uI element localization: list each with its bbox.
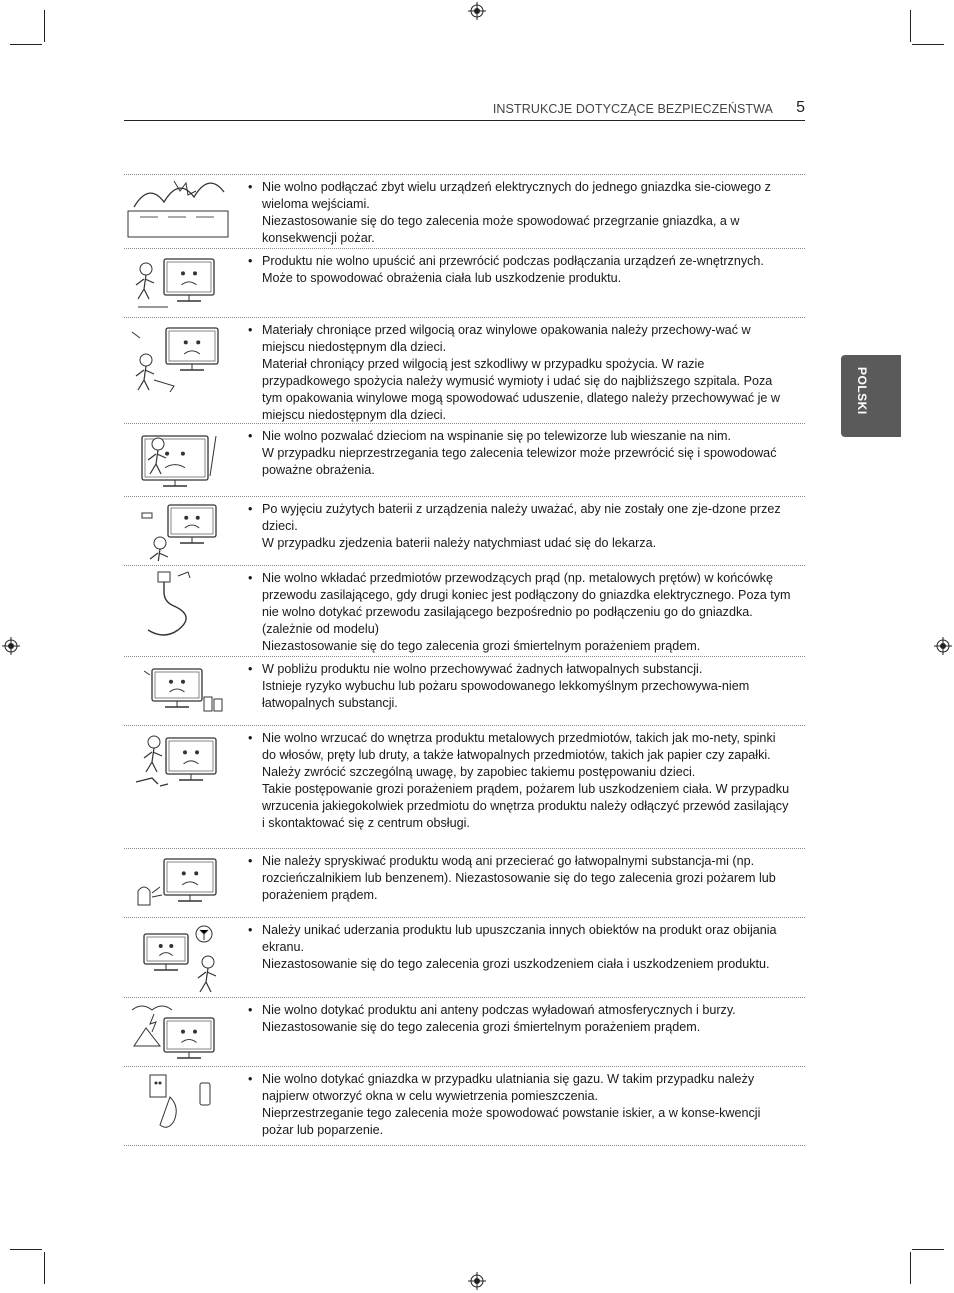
power-strip-overload-icon: [124, 177, 232, 244]
page-header: [124, 96, 805, 121]
safety-text: [248, 922, 793, 973]
safety-item: [124, 657, 805, 726]
crop-mark: [10, 44, 42, 45]
safety-paragraph: W pobliżu produktu nie wolno przechowywać żadnych łatwopalnych substancji.: [262, 662, 703, 676]
safety-paragraph: Istnieje ryzyko wybuchu lub pożaru spowodowanego lekkomyślnym przechowywa-niem łatwopalnych substancji.: [262, 679, 750, 710]
registration-mark-icon: [934, 637, 952, 655]
safety-item: [124, 497, 805, 566]
safety-paragraph: Niezastosowanie się do tego zalecenia grozi śmiertelnym porażeniem prądem.: [262, 1020, 701, 1034]
page-number: 5: [796, 99, 805, 116]
safety-item: [124, 849, 805, 918]
flammable-substances-icon: [124, 659, 232, 721]
safety-paragraph: Nie wolno dotykać gniazdka w przypadku ulatniania się gazu. W takim przypadku należy najpierw otworzyć okna w celu wywietrzenia pomieszczenia.: [262, 1072, 755, 1103]
safety-item: [124, 424, 805, 497]
safety-text: [248, 179, 793, 247]
crop-mark: [44, 1252, 45, 1284]
safety-paragraph: Materiał chroniący przed wilgocią jest szkodliwy w przypadku spożycia. W razie przypadkowego spożycia należy wymusić wymioty i udać się do najbliższego szpitala. Poza tym opakowania winylowe mogą spowodować uduszenie, dlatego należy przechowywać je w miejscu niedostępnym dla dzieci.: [262, 357, 781, 422]
safety-paragraph: Należy unikać uderzania produktu lub upuszczania innych obiektów na produkt oraz obijania ekranu.: [262, 923, 777, 954]
safety-item: [124, 1067, 805, 1146]
safety-item: [124, 249, 805, 318]
safety-text: [248, 253, 793, 287]
safety-text: [248, 661, 793, 712]
safety-list: [124, 174, 805, 1146]
safety-text: [248, 322, 793, 424]
safety-paragraph: Nie wolno pozwalać dzieciom na wspinanie się po telewizorze lub wieszanie na nim.: [262, 429, 732, 443]
safety-paragraph: Może to spowodować obrażenia ciała lub uszkodzenie produktu.: [262, 271, 622, 285]
safety-paragraph: Niezastosowanie się do tego zalecenia grozi uszkodzeniem ciała i uszkodzeniem produktu.: [262, 957, 770, 971]
safety-paragraph: Niezastosowanie się do tego zalecenia może spowodować przegrzanie gniazdka, a w konsekwencji pożar.: [262, 214, 740, 245]
bullet-icon: •: [248, 1072, 253, 1086]
safety-text: [248, 570, 793, 655]
safety-text: [248, 1002, 793, 1036]
safety-paragraph: W przypadku zjedzenia baterii należy natychmiast udać się do lekarza.: [262, 536, 657, 550]
crop-mark: [912, 1249, 944, 1250]
safety-paragraph: W przypadku nieprzestrzegania tego zalecenia telewizor może przewrócić się i spowodować poważne obrażenia.: [262, 446, 777, 477]
battery-swallow-icon: [124, 499, 232, 561]
safety-paragraph: Po wyjęciu zużytych baterii z urządzenia należy uważać, aby nie zostały one zje-dzone przez dzieci.: [262, 502, 781, 533]
metal-objects-icon: [124, 728, 232, 844]
crop-mark: [912, 44, 944, 45]
safety-paragraph: Nie należy spryskiwać produktu wodą ani przecierać go łatwopalnymi substancja-mi (np. rozcieńczalnikiem lub benzenem). Niezastosowanie się do tego zalecenia grozi pożarem lub porażeniem prądem.: [262, 854, 776, 902]
safety-text: [248, 501, 793, 552]
bullet-icon: •: [248, 1003, 253, 1017]
power-cord-metal-icon: [124, 568, 232, 652]
language-tab: [841, 355, 901, 437]
crop-mark: [910, 1252, 911, 1284]
gas-leak-outlet-icon: [124, 1069, 232, 1141]
safety-text: [248, 853, 793, 904]
safety-paragraph: Nie wolno wkładać przedmiotów przewodzących prąd (np. metalowych prętów) w końcówkę przewodu zasilającego, gdy drugi koniec jest podłączony do gniazdka elektrycznego. Poza tym nie wolno dotykać przewodu zasilającego bezpośrednio po podłączeniu go do gniazdka. (zależnie od modelu): [262, 571, 791, 636]
bullet-icon: •: [248, 502, 253, 516]
safety-item: [124, 998, 805, 1067]
crop-mark: [10, 1249, 42, 1250]
child-packaging-icon: [124, 320, 232, 419]
safety-paragraph: Materiały chroniące przed wilgocią oraz winylowe opakowania należy przechowy-wać w miejscu niedostępnym dla dzieci.: [262, 323, 751, 354]
crop-mark: [44, 10, 45, 42]
safety-item: [124, 566, 805, 657]
water-spray-icon: [124, 851, 232, 913]
bullet-icon: •: [248, 571, 253, 585]
safety-paragraph: Nie wolno wrzucać do wnętrza produktu metalowych przedmiotów, takich jak mo-nety, spinki do włosów, pręty lub druty, a także łatwopalnych przedmiotów, takich jak papier czy zapałki. Należy zwrócić szczególną uwagę, by zapobiec takiemu postępowaniu dzieci.: [262, 731, 776, 779]
safety-paragraph: Nie wolno podłączać zbyt wielu urządzeń elektrycznych do jednego gniazdka sie-ciowego z wieloma wejściami.: [262, 180, 771, 211]
bullet-icon: •: [248, 429, 253, 443]
safety-paragraph: Niezastosowanie się do tego zalecenia grozi śmiertelnym porażeniem prądem.: [262, 639, 701, 653]
bullet-icon: •: [248, 923, 253, 937]
safety-item: [124, 318, 805, 424]
safety-item: [124, 726, 805, 849]
bullet-icon: •: [248, 854, 253, 868]
safety-item: [124, 175, 805, 249]
safety-text: [248, 730, 793, 832]
safety-text: [248, 428, 793, 479]
lightning-storm-icon: [124, 1000, 232, 1062]
registration-mark-icon: [2, 637, 20, 655]
bullet-icon: •: [248, 254, 253, 268]
safety-text: [248, 1071, 793, 1139]
falling-tv-icon: [124, 251, 232, 313]
safety-paragraph: Takie postępowanie grozi porażeniem prądem, pożarem lub uszkodzeniem ciała. W przypadku wrzucenia jakiegokolwiek przedmiotu do wnętrza produktu należy odłączyć przewód zasilający i skontaktować się z centrum obsługi.: [262, 782, 790, 830]
safety-paragraph: Nieprzestrzeganie tego zalecenia może spowodować powstanie iskier, a w konse-kwencji pożar lub poparzenie.: [262, 1106, 761, 1137]
crop-mark: [910, 10, 911, 42]
bullet-icon: •: [248, 731, 253, 745]
registration-mark-icon: [468, 1272, 486, 1290]
bullet-icon: •: [248, 662, 253, 676]
safety-paragraph: Produktu nie wolno upuścić ani przewrócić podczas podłączania urządzeń ze-wnętrznych.: [262, 254, 764, 268]
child-climbing-tv-icon: [124, 426, 232, 492]
ball-impact-icon: [124, 920, 232, 993]
bullet-icon: •: [248, 180, 253, 194]
safety-paragraph: Nie wolno dotykać produktu ani anteny podczas wyładowań atmosferycznych i burzy.: [262, 1003, 736, 1017]
language-tab-label: POLSKI: [855, 367, 869, 415]
section-title: INSTRUKCJE DOTYCZĄCE BEZPIECZEŃSTWA: [492, 102, 773, 116]
bullet-icon: •: [248, 323, 253, 337]
safety-item: [124, 918, 805, 998]
registration-mark-icon: [468, 2, 486, 20]
